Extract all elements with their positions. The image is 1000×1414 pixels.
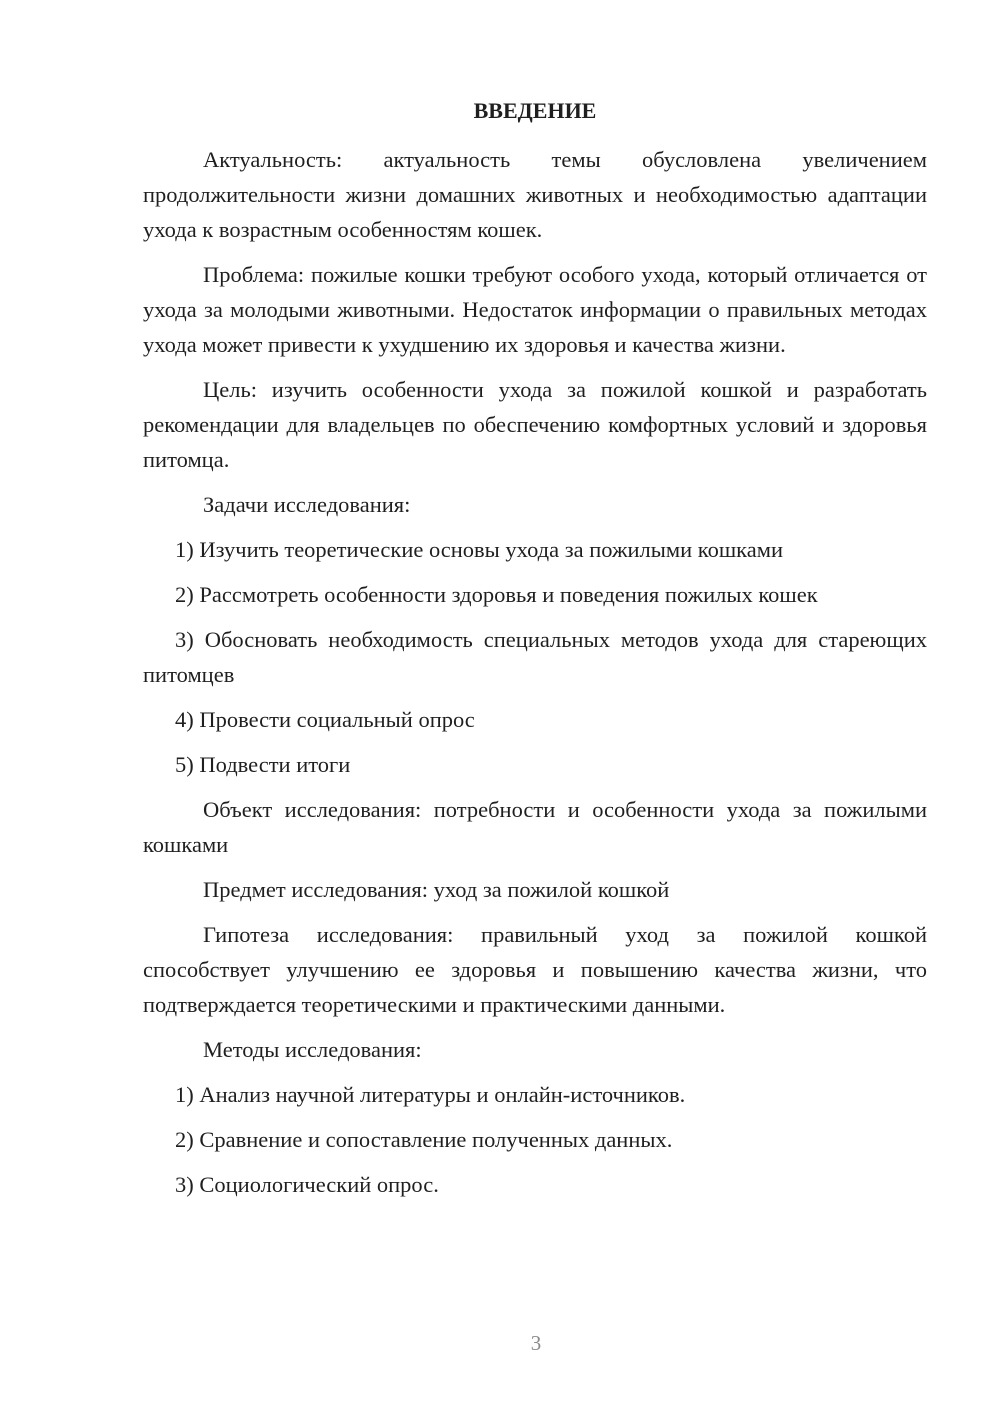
task-item-5: 5) Подвести итоги [175, 752, 351, 777]
paragraph-hypothesis: Гипотеза исследования: правильный уход за пожилой кошкой способствует улучшению ее здоровья и повышению качества жизни, что подтверждается теоретическими и практическими данными. [143, 922, 927, 1017]
task-item-3: 3) Обосновать необходимость специальных методов ухода для стареющих питомцев [143, 627, 927, 687]
task-item-4: 4) Провести социальный опрос [175, 707, 475, 732]
paragraph-relevance: Актуальность: актуальность темы обусловлена увеличением продолжительности жизни домашних животных и необходимостью адаптации ухода к возрастным особенностям кошек. [143, 147, 927, 242]
task-item-2: 2) Рассмотреть особенности здоровья и поведения пожилых кошек [175, 582, 818, 607]
method-item-1: 1) Анализ научной литературы и онлайн-источников. [175, 1082, 686, 1107]
methods-heading: Методы исследования: [203, 1037, 422, 1062]
task-item-1: 1) Изучить теоретические основы ухода за пожилыми кошками [175, 537, 784, 562]
paragraph-subject: Предмет исследования: уход за пожилой кошкой [203, 877, 670, 902]
method-item-2: 2) Сравнение и сопоставление полученных данных. [175, 1127, 673, 1152]
tasks-heading: Задачи исследования: [203, 492, 411, 517]
paragraph-problem: Проблема: пожилые кошки требуют особого ухода, который отличается от ухода за молодыми животными. Недостаток информации о правильных методах ухода может привести к ухудшению их здоровья и качества жизни. [143, 262, 927, 357]
method-item-3: 3) Социологический опрос. [175, 1172, 439, 1197]
paragraph-object: Объект исследования: потребности и особенности ухода за пожилыми кошками [143, 797, 927, 857]
page-content [143, 96, 927, 1212]
page-title: ВВЕДЕНИЕ [473, 98, 597, 123]
page-number: 3 [530, 1331, 542, 1355]
paragraph-goal: Цель: изучить особенности ухода за пожилой кошкой и разработать рекомендации для владельцев по обеспечению комфортных условий и здоровья питомца. [143, 377, 927, 472]
